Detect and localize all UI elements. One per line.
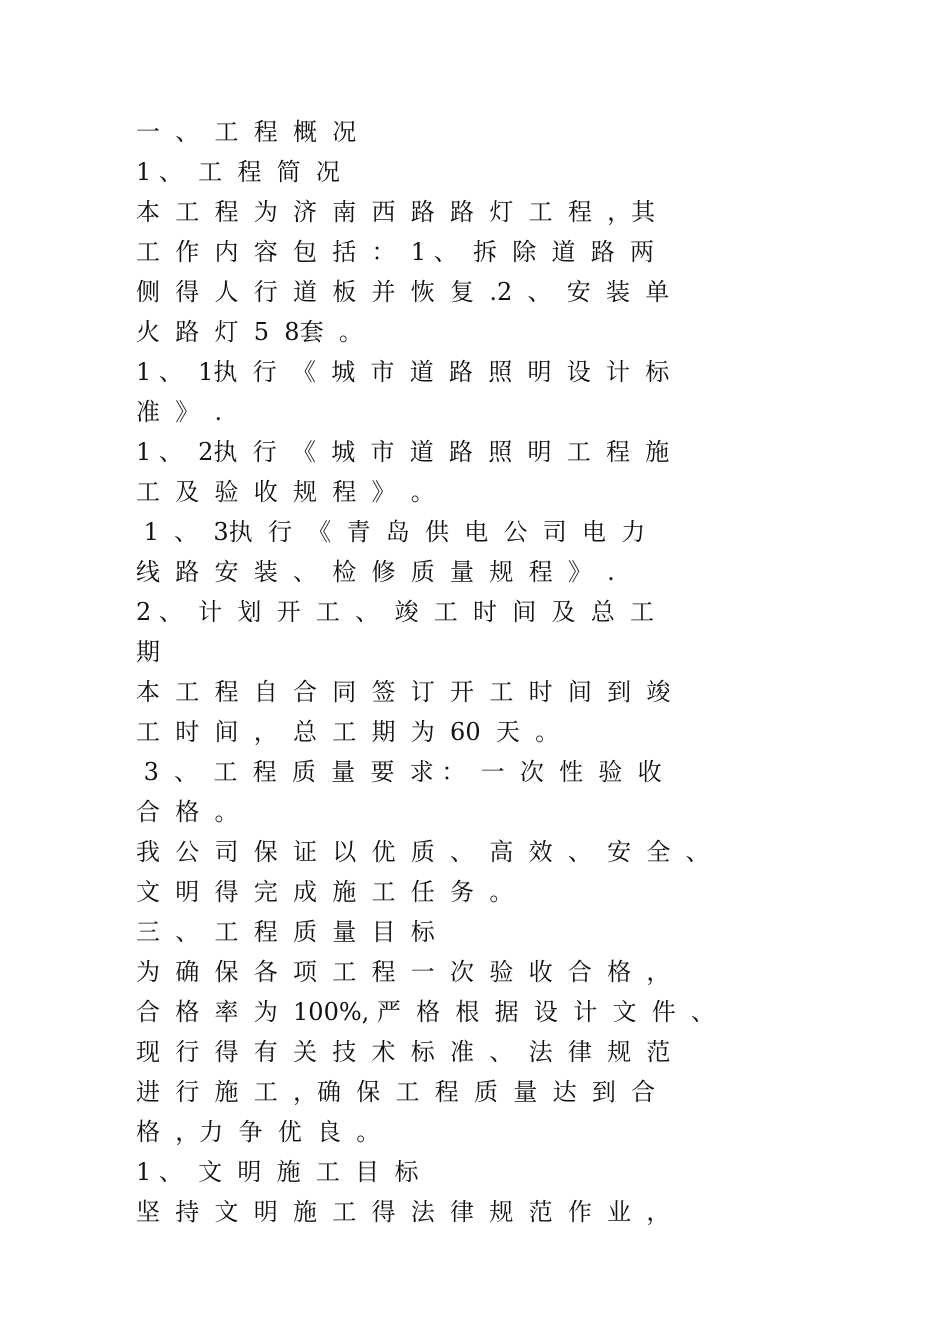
body-line: 我 公 司 保 证 以 优 质 、 高 效 、 安 全 、 [136,838,710,866]
body-line: 合 格 率 为 100%, 严 格 根 据 设 计 文 件 、 [136,998,715,1026]
body-line: 工 及 验 收 规 程 》 。 [136,478,435,506]
body-line: 本 工 程 自 合 同 签 订 开 工 时 间 到 竣 [136,678,671,706]
body-line: 格 ，力 争 优 良 。 [136,1118,381,1146]
body-line: 本 工 程 为 济 南 西 路 路 灯 工 程 ，其 [136,198,656,226]
body-line: 进 行 施 工 ，确 保 工 程 质 量 达 到 合 [136,1078,656,1106]
body-line: 工 时 间 ， 总 工 期 为 60 天 。 [136,718,560,746]
body-line: 1 、 1执 行 《 城 市 道 路 照 明 设 计 标 [136,358,670,386]
body-line: 工 作 内 容 包 括 ： 1 、 拆 除 道 路 两 [136,238,654,266]
body-line: 火 路 灯 5 8套 。 [136,318,363,346]
heading-project-overview: 一 、 工 程 概 况 [136,118,357,146]
body-line: 为 确 保 各 项 工 程 一 次 验 收 合 格 ， [136,958,671,986]
body-line: 文 明 得 完 成 施 工 任 务 。 [136,878,514,906]
body-line: 侧 得 人 行 道 板 并 恢 复 .2 、 安 装 单 [136,278,670,306]
body-line: 1 、 2执 行 《 城 市 道 路 照 明 工 程 施 [136,438,670,466]
body-line: 准 》 . [136,398,223,426]
body-line: 现 行 得 有 关 技 术 标 准 、 法 律 规 范 [136,1038,671,1066]
body-line: 线 路 安 装 、 检 修 质 量 规 程 》 . [136,558,615,586]
subheading-civilized-construction: 1 、 文 明 施 工 目 标 [136,1158,419,1186]
body-line: 期 [136,638,160,666]
body-line: 坚 持 文 明 施 工 得 法 律 规 范 作 业 ， [136,1198,671,1226]
subheading-project-brief: 1 、 工 程 简 况 [136,158,340,186]
subheading-schedule: 2 、 计 划 开 工 、 竣 工 时 间 及 总 工 [136,598,654,626]
body-line: 合 格 。 [136,798,239,826]
body-line: 1 、 3执 行 《 青 岛 供 电 公 司 电 力 [136,518,646,546]
heading-quality-target: 三 、 工 程 质 量 目 标 [136,918,435,946]
subheading-quality-requirement: 3 、 工 程 质 量 要 求 ： 一 次 性 验 收 [136,758,662,786]
